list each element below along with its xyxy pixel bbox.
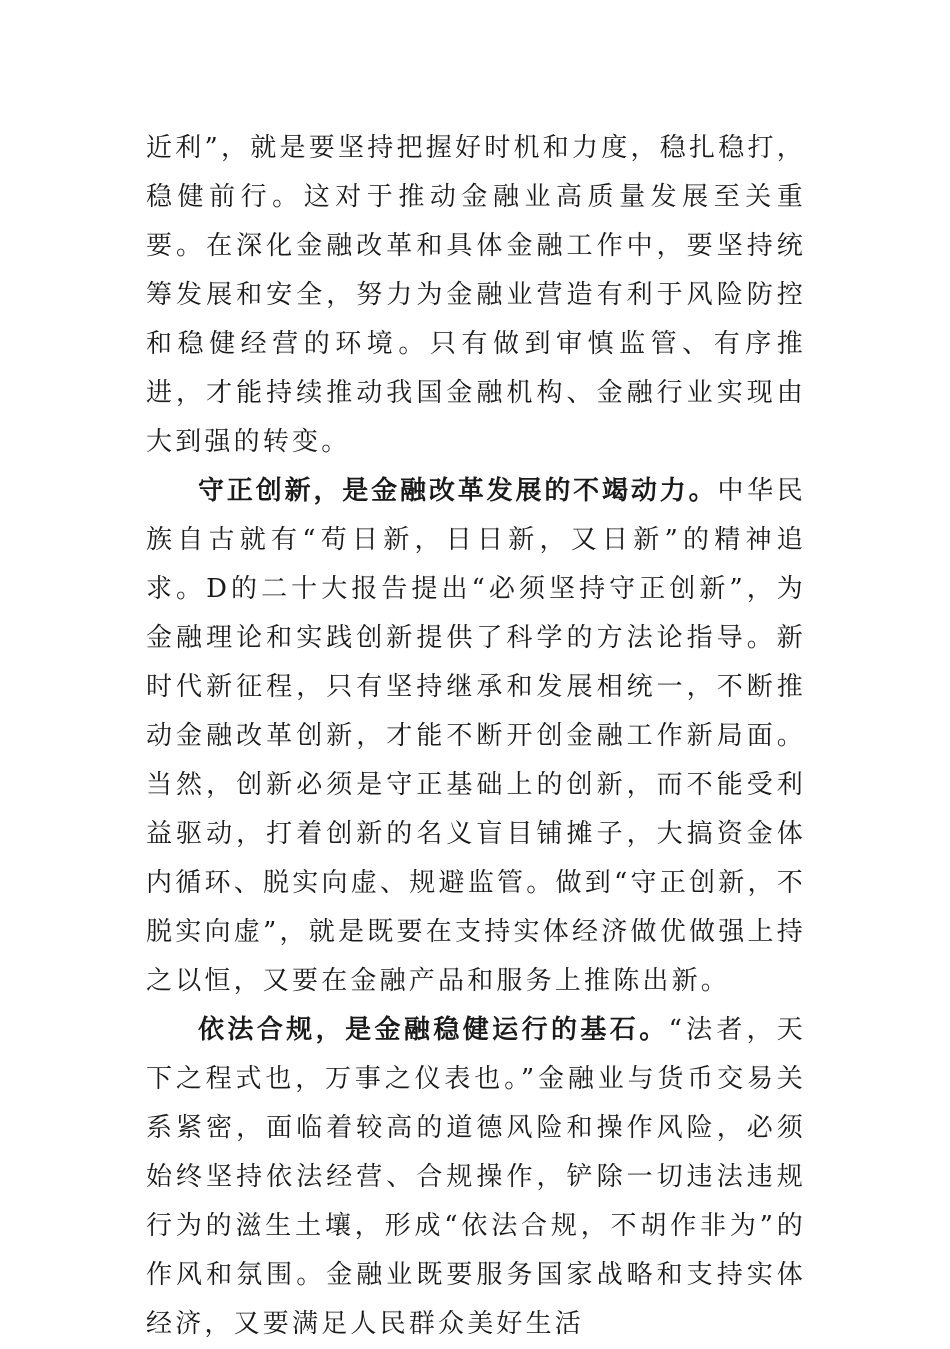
paragraph-innovation [146, 467, 806, 1006]
paragraph-text: “法者，天下之程式也，万事之仪表也。”金融业与货币交易关系紧密，面临着较高的道德风险和操作风险，必须始终坚持依法经营、合规操作，铲除一切违法违规行为的滋生土壤，形成“依法合规，不胡作非为”的作风和氛围。金融业既要服务国家战略和支持实体经济，又要满足人民群众美好生活 [146, 1015, 806, 1339]
paragraph-continuation [146, 124, 806, 467]
paragraph-text: 中华民族自古就有“苟日新，日日新，又日新”的精神追求。D的二十大报告提出“必须坚持守正创新”，为金融理论和实践创新提供了科学的方法论指导。新时代新征程，只有坚持继承和发展相统一，不断推动金融改革创新，才能不断开创金融工作新局面。当然，创新必须是守正基础上的创新，而不能受利益驱动，打着创新的名义盲目铺摊子，大搞资金体内循环、脱实向虚、规避监管。做到“守正创新，不脱实向虚”，就是既要在支持实体经济做优做强上持之以恒，又要在金融产品和服务上推陈出新。 [146, 476, 807, 996]
paragraph-compliance [146, 1006, 806, 1349]
paragraph-lead: 守正创新，是金融改革发展的不竭动力。 [198, 476, 718, 506]
paragraph-text: 近利”，就是要坚持把握好时机和力度，稳扎稳打，稳健前行。这对于推动金融业高质量发展至关重要。在深化金融改革和具体金融工作中，要坚持统筹发展和安全，努力为金融业营造有利于风险防控和稳健经营的环境。只有做到审慎监管、有序推进，才能持续推动我国金融机构、金融行业实现由大到强的转变。 [146, 133, 806, 457]
paragraph-lead: 依法合规，是金融稳健运行的基石。 [198, 1015, 669, 1045]
document-body [146, 124, 806, 1349]
